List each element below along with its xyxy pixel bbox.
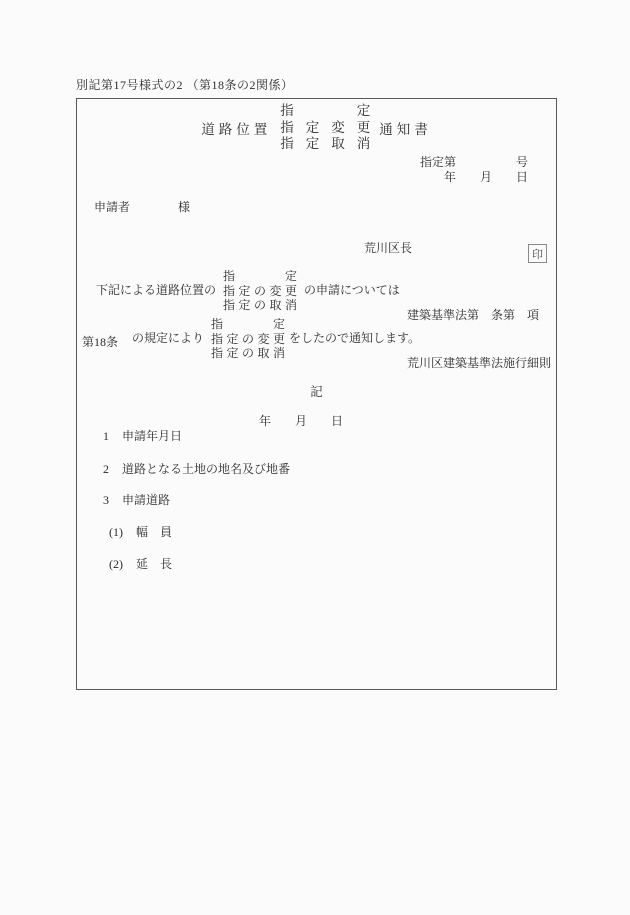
seal-character: 印 [532,248,543,261]
paragraph1-middle: の申請については [304,283,400,297]
record-item-label: 道路となる土地の地名及び地番 [122,462,291,476]
record-subitem-label: 延 長 [136,557,173,571]
record-subitem-number: (1) [109,525,123,539]
record-item-number: 2 [103,462,109,476]
record-item-number: 3 [103,493,109,507]
paragraph1-option-change: 指定の変更 [223,283,297,298]
document-title [77,103,556,153]
record-subitem-label: 幅 員 [136,525,173,539]
record-subitem-number: (2) [109,557,123,571]
mayor-name: 荒川区長 [364,241,413,255]
form-border-box [76,98,557,690]
paragraph2-option-cancel: 指定の取消 [211,346,285,360]
paragraph2-option-designation: 指定 [211,317,285,331]
record-item-value: 年 月 日 [259,414,344,428]
paragraph1-lead: 下記による道路位置の [96,283,217,297]
title-option-cancel: 指定取消 [280,136,371,151]
applicant-line: 申請者 様 [94,200,191,214]
paragraph1-option-designation: 指定 [223,269,297,283]
title-right-text: 通知書 [379,121,432,137]
title-option-stack [280,103,370,153]
designation-number-line: 指定第 号 [419,155,528,169]
paragraph2-article: 第18条 [82,335,119,349]
record-item-label: 申請年月日 [122,429,183,443]
record-subitem-2 [91,540,172,587]
paragraph1-option-stack [223,269,297,313]
record-heading: 記 [310,385,323,399]
seal-stamp [528,244,547,263]
title-option-designation: 指定 [280,103,371,118]
date-line: 年 月 日 [443,170,528,184]
title-left-text: 道路位置 [201,121,272,137]
record-item-number: 1 [103,429,109,443]
paragraph2-option-stack [211,317,285,361]
form-number-label: 別記第17号様式の2 （第18条の2関係） [76,78,294,92]
paragraph2-option-change: 指定の変更 [211,331,285,346]
law-reference-line2: 荒川区建築基準法施行細則 [407,356,552,370]
law-reference-line1: 建築基準法第 条第 項 [407,308,540,322]
paragraph2-tail: をしたので通知します。 [289,331,421,345]
title-option-change: 指定変更 [280,119,371,135]
paragraph2-lead: の規定により [132,331,205,345]
record-item-label: 申請道路 [122,493,171,507]
paragraph1-option-cancel: 指定の取消 [223,298,297,312]
